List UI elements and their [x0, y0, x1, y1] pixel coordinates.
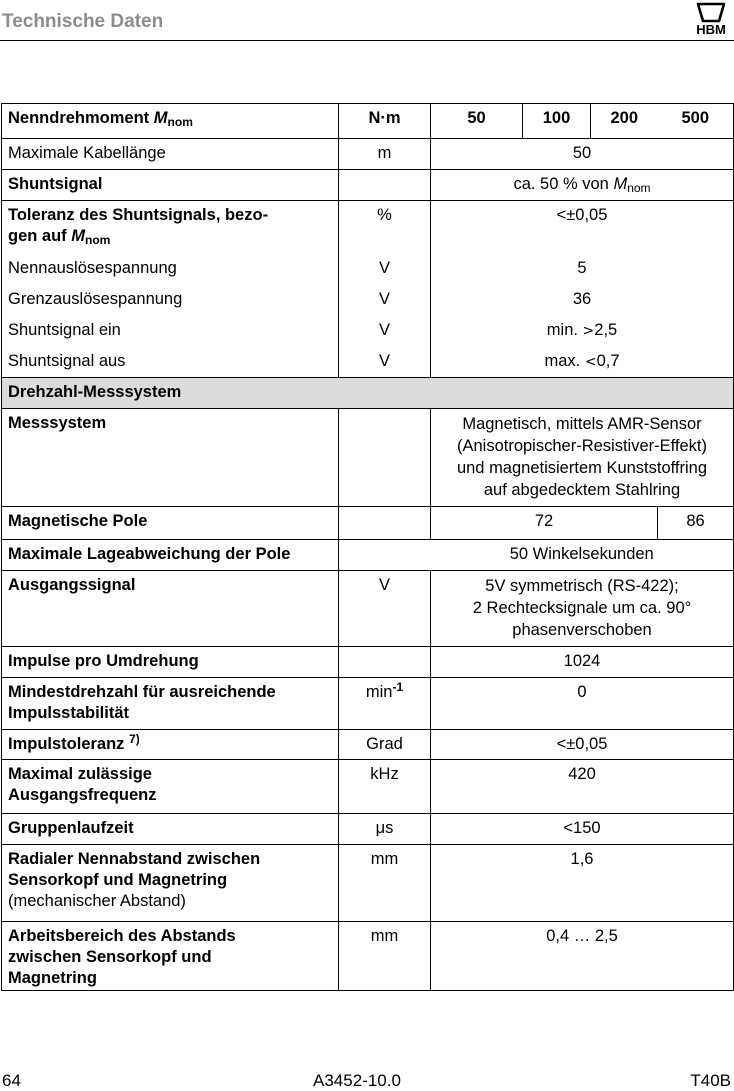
- row-nenndrehmoment: [2, 104, 734, 139]
- unit-cell: %: [339, 201, 431, 254]
- unit-cell: kHz: [339, 760, 431, 814]
- value-cell: ca. 50 % von $M_{nom}$: [431, 170, 734, 201]
- header-rule: [0, 40, 734, 41]
- value-cell: 1024: [431, 647, 734, 678]
- row-label: Magnetische Pole: [2, 507, 339, 540]
- row-label: Nennauslösespannung: [2, 254, 339, 285]
- row-shuntsignal: [2, 170, 734, 201]
- value-cell: 420: [431, 760, 734, 814]
- row-gruppenlaufzeit: [2, 814, 734, 845]
- section-drehzahl-messsystem: [2, 378, 734, 409]
- row-label: Nenndrehmoment $M_{nom}$: [2, 104, 339, 139]
- row-impulse-pro-umdrehung: [2, 647, 734, 678]
- row-nennausloesespannung: [2, 254, 734, 285]
- unit-cell: mm: [339, 845, 431, 922]
- row-label: Maximal zulässige Ausgangsfrequenz: [2, 760, 339, 814]
- footer-document-number: A3452-10.0: [313, 1071, 401, 1090]
- row-label: Maximale Kabellänge: [2, 139, 339, 170]
- value-cell: 0,4 … 2,5: [431, 922, 734, 991]
- nominal-value: 50: [431, 104, 523, 139]
- page-header-title: Technische Daten: [2, 11, 164, 32]
- row-label: Gruppenlaufzeit: [2, 814, 339, 845]
- value-cell: 0: [431, 678, 734, 730]
- unit-cell: Grad: [339, 730, 431, 760]
- value-cell: 5: [431, 254, 734, 285]
- unit-cell: [339, 170, 431, 201]
- spec-table: [1, 103, 734, 991]
- row-radialer-nennabstand: [2, 845, 734, 922]
- unit-cell: N·m: [339, 104, 431, 139]
- row-label: Shuntsignal aus: [2, 347, 339, 378]
- unit-cell: V: [339, 316, 431, 347]
- row-grenzausloesespannung: [2, 285, 734, 316]
- unit-cell: $\min^{-1}$: [339, 678, 431, 730]
- unit-cell: [339, 409, 431, 507]
- unit-cell: [339, 540, 431, 571]
- value-cell: 50 Winkelsekunden: [431, 540, 734, 571]
- row-label: Maximale Lageabweichung der Pole: [2, 540, 339, 571]
- value-cell: max. <0,7: [431, 347, 734, 378]
- row-label: Messsystem: [2, 409, 339, 507]
- row-label: Impulse pro Umdrehung: [2, 647, 339, 678]
- nominal-value: 500: [658, 104, 734, 139]
- row-label: Shuntsignal ein: [2, 316, 339, 347]
- value-cell: 1,6: [431, 845, 734, 922]
- row-messsystem: [2, 409, 734, 507]
- row-label: Arbeitsbereich des Abstands zwischen Sensorkopf und Magnetring: [2, 922, 339, 991]
- row-impulstoleranz: [2, 730, 734, 760]
- row-mindestdrehzahl: [2, 678, 734, 730]
- row-shuntsignal-aus: [2, 347, 734, 378]
- row-label: Radialer Nennabstand zwischen Sensorkopf und Magnetring (mechanischer Abstand): [2, 845, 339, 922]
- value-cell: 36: [431, 285, 734, 316]
- row-ausgangsfrequenz: [2, 760, 734, 814]
- row-label: Grenzauslösespannung: [2, 285, 339, 316]
- row-label: Mindestdrehzahl für ausreichende Impulsstabilität: [2, 678, 339, 730]
- unit-cell: [339, 647, 431, 678]
- footer-page-number: 64: [2, 1071, 21, 1090]
- unit-cell: V: [339, 571, 431, 647]
- value-cell: min. >2,5: [431, 316, 734, 347]
- row-magnetische-pole: [2, 507, 734, 540]
- value-cell: 86: [658, 507, 734, 540]
- row-kabellaenge: [2, 139, 734, 170]
- value-cell: <150: [431, 814, 734, 845]
- row-lageabweichung: [2, 540, 734, 571]
- row-ausgangssignal: [2, 571, 734, 647]
- hbm-logo: [690, 1, 732, 37]
- unit-cell: [339, 507, 431, 540]
- value-cell: <±0,05: [431, 730, 734, 760]
- unit-cell: V: [339, 285, 431, 316]
- unit-cell: mm: [339, 922, 431, 991]
- row-shuntsignal-ein: [2, 316, 734, 347]
- unit-cell: μs: [339, 814, 431, 845]
- value-cell: 50: [431, 139, 734, 170]
- value-cell: <±0,05: [431, 201, 734, 254]
- row-label: Ausgangssignal: [2, 571, 339, 647]
- row-label: Toleranz des Shuntsignals, bezo- gen auf $M_{nom}$: [2, 201, 339, 254]
- unit-cell: V: [339, 254, 431, 285]
- value-cell: 72: [431, 507, 658, 540]
- unit-cell: m: [339, 139, 431, 170]
- footer-product: T40B: [690, 1071, 731, 1090]
- row-toleranz-shunt: [2, 201, 734, 254]
- row-label: Shuntsignal: [2, 170, 339, 201]
- section-heading: Drehzahl-Messsystem: [2, 378, 734, 409]
- nominal-value: 100: [523, 104, 591, 139]
- nominal-value: 200: [591, 104, 658, 139]
- unit-cell: V: [339, 347, 431, 378]
- row-arbeitsbereich: [2, 922, 734, 991]
- hbm-logo-text: HBM: [696, 22, 726, 37]
- row-label: Impulstoleranz $^{7)}$: [2, 730, 339, 760]
- value-cell: 5V symmetrisch (RS-422); 2 Rechtecksignale um ca. 90° phasenverschoben: [431, 571, 734, 647]
- value-cell: Magnetisch, mittels AMR-Sensor (Anisotropischer-Resistiver-Effekt) und magnetisiertem Kunststoffring auf abgedecktem Stahlring: [431, 409, 734, 507]
